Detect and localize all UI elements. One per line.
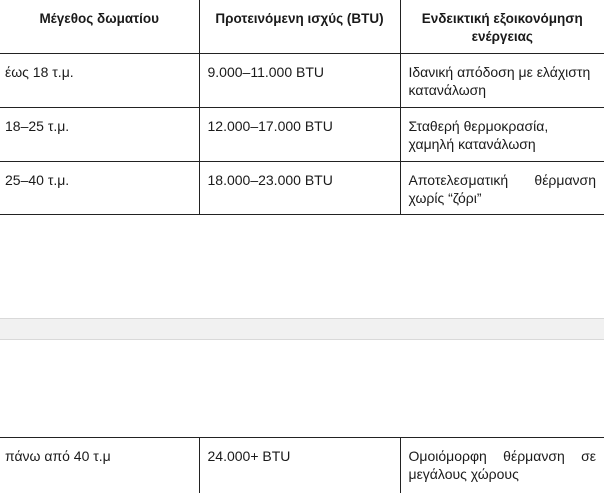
btu-table-continued [0,437,604,493]
table-row [0,108,604,162]
header-room-size: Μέγεθος δωματίου [0,0,199,54]
cell-power: 24.000+ BTU [199,438,400,493]
cell-room-size: 18–25 τ.μ. [0,108,199,162]
cell-energy-saving: Αποτελεσματική θέρμανση χωρίς “ζόρι” [400,162,604,215]
table-row [0,54,604,108]
page-break-separator [0,318,604,340]
table-header-row [0,0,604,54]
table-row [0,162,604,215]
cell-room-size: πάνω από 40 τ.μ [0,438,199,493]
cell-room-size: 25–40 τ.μ. [0,162,199,215]
table-row [0,438,604,493]
btu-table [0,0,604,215]
cell-energy-saving: Ομοιόμορφη θέρμανση σε μεγάλους χώρους [400,438,604,493]
cell-energy-saving: Σταθερή θερμοκρασία, χαμηλή κατανάλωση [400,108,604,162]
cell-power: 18.000–23.000 BTU [199,162,400,215]
header-energy-saving: Ενδεικτική εξοικονόμηση ενέργειας [400,0,604,54]
cell-power: 9.000–11.000 BTU [199,54,400,108]
cell-power: 12.000–17.000 BTU [199,108,400,162]
header-power: Προτεινόμενη ισχύς (BTU) [199,0,400,54]
cell-room-size: έως 18 τ.μ. [0,54,199,108]
cell-energy-saving: Ιδανική απόδοση με ελάχιστη κατανάλωση [400,54,604,108]
